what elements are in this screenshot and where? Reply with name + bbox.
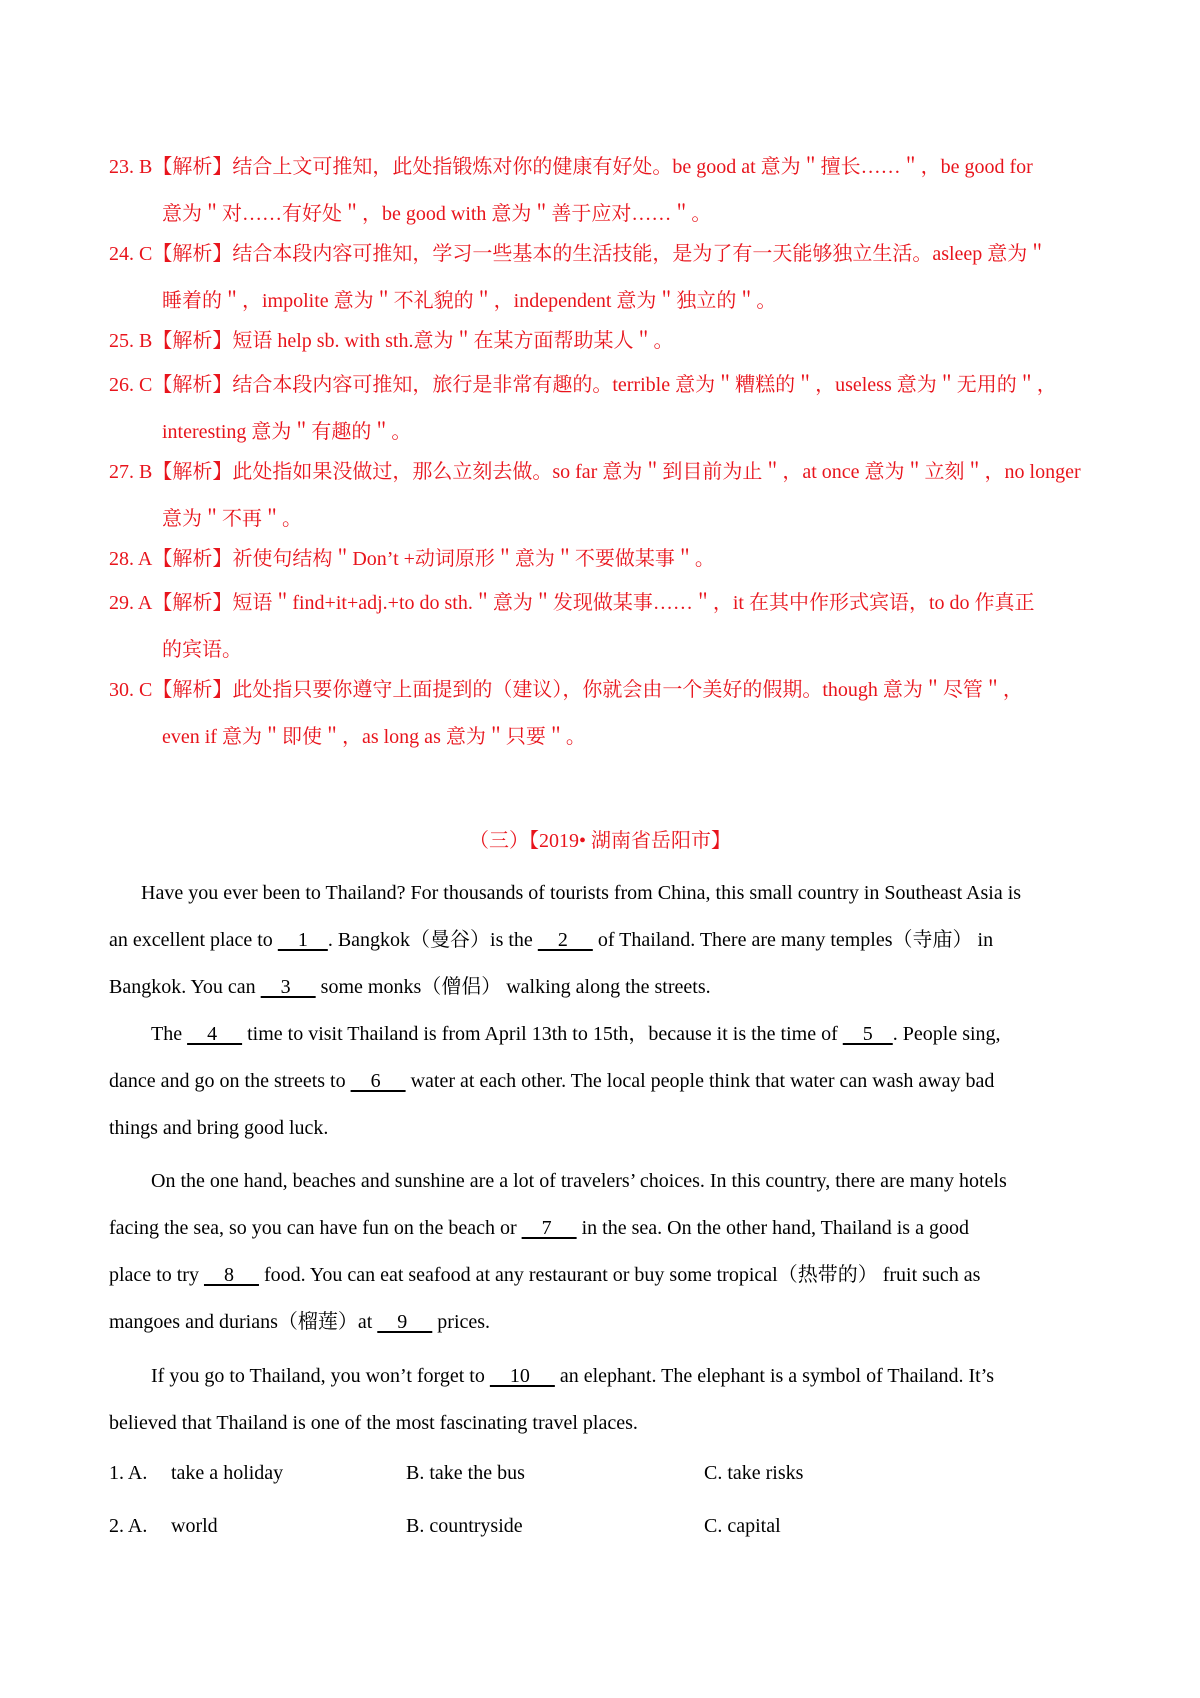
question-number: 1. A.: [109, 1462, 148, 1484]
passage-paragraph-1: [109, 870, 1109, 1011]
option-b: B. take the bus: [406, 1462, 525, 1484]
blank-2: 2: [537, 929, 593, 951]
answer-29: [109, 580, 1099, 674]
passage-line: [109, 917, 1109, 964]
option-a: world: [171, 1515, 218, 1537]
answer-line: 29. A【解析】短语＂find+it+adj.+to do sth.＂意为＂发现做某事……＂，it 在其中作形式宾语，to do 作真正: [109, 592, 1035, 614]
answer-30: [109, 667, 1099, 761]
blank-7: 7: [521, 1217, 577, 1239]
blank-8: 8: [203, 1264, 259, 1286]
text: prices.: [432, 1311, 491, 1333]
passage-line: Have you ever been to Thailand? For thousands of tourists from China, this small country in Southeast Asia is: [141, 882, 1022, 904]
option-c: C. capital: [704, 1515, 781, 1537]
answer-line: 30. C【解析】此处指只要你遵守上面提到的（建议），你就会由一个美好的假期。though 意为＂尽管＂，: [109, 679, 1023, 701]
answer-23: [109, 144, 1099, 238]
blank-5: 5: [842, 1023, 893, 1045]
answer-26: [109, 362, 1099, 456]
text: facing the sea, so you can have fun on the beach or: [109, 1217, 522, 1239]
text: The: [151, 1023, 188, 1045]
text: water at each other. The local people think that water can wash away bad: [405, 1070, 995, 1092]
answer-line: 27. B【解析】此处指如果没做过，那么立刻去做。so far 意为＂到目前为止＂，at once 意为＂立刻＂，no longer: [109, 461, 1081, 483]
passage-paragraph-2: [109, 1011, 1109, 1152]
answer-27: [109, 449, 1099, 543]
text: in the sea. On the other hand, Thailand is a good: [576, 1217, 969, 1239]
answer-line: 25. B【解析】短语 help sb. with sth.意为＂在某方面帮助某人＂。: [109, 330, 674, 352]
passage-paragraph-3: [109, 1158, 1109, 1346]
passage-line: On the one hand, beaches and sunshine are a lot of travelers’ choices. In this country, there are many hotels: [151, 1170, 1007, 1192]
text: food. You can eat seafood at any restaurant or buy some tropical（热带的） fruit such as: [258, 1264, 981, 1286]
text: some monks（僧侣） walking along the streets.: [315, 976, 711, 998]
section-title: （三）【2019• 湖南省岳阳市】: [468, 830, 731, 852]
passage-paragraph-4: [109, 1353, 1109, 1447]
text: an elephant. The elephant is a symbol of Thailand. It’s: [554, 1365, 995, 1387]
answer-line-cont: 意为＂不再＂。: [162, 508, 302, 530]
passage-line: things and bring good luck.: [109, 1117, 329, 1139]
answer-line-cont: 睡着的＂，impolite 意为＂不礼貌的＂，independent 意为＂独立的＂。: [162, 290, 777, 312]
text: mangoes and durians（榴莲）at: [109, 1311, 378, 1333]
blank-4: 4: [187, 1023, 243, 1045]
passage-line: [109, 1299, 1109, 1346]
answer-line: 28. A【解析】祈使句结构＂Don’t +动词原形＂意为＂不要做某事＂。: [109, 548, 715, 570]
blank-10: 10: [489, 1365, 555, 1387]
blank-6: 6: [350, 1070, 406, 1092]
passage-line: [109, 1252, 1109, 1299]
passage-line: [109, 1058, 1109, 1105]
question-2-options: [109, 1515, 1009, 1545]
answer-line-cont: even if 意为＂即使＂，as long as 意为＂只要＂。: [162, 726, 586, 748]
answer-line-cont: interesting 意为＂有趣的＂。: [162, 421, 412, 443]
answer-line: 26. C【解析】结合本段内容可推知，旅行是非常有趣的。terrible 意为＂糟糕的＂，useless 意为＂无用的＂，: [109, 374, 1057, 396]
answer-24: [109, 231, 1099, 325]
question-1-options: [109, 1462, 1009, 1492]
blank-9: 9: [377, 1311, 433, 1333]
text: . People sing,: [892, 1023, 1001, 1045]
passage-line: [109, 964, 1109, 1011]
option-c: C. take risks: [704, 1462, 804, 1484]
text: Bangkok. You can: [109, 976, 261, 998]
text: place to try: [109, 1264, 204, 1286]
blank-1: 1: [277, 929, 328, 951]
answer-line-cont: 意为＂对……有好处＂，be good with 意为＂善于应对……＂。: [162, 203, 712, 225]
option-b: B. countryside: [406, 1515, 523, 1537]
text: If you go to Thailand, you won’t forget to: [151, 1365, 490, 1387]
blank-3: 3: [260, 976, 316, 998]
passage-line: [109, 1205, 1109, 1252]
passage-line: [109, 1353, 1109, 1400]
text: . Bangkok（曼谷）is the: [327, 929, 538, 951]
answer-line: 23. B【解析】结合上文可推知，此处指锻炼对你的健康有好处。be good at 意为＂擅长……＂，be good for: [109, 156, 1033, 178]
passage-line: believed that Thailand is one of the most fascinating travel places.: [109, 1412, 638, 1434]
question-number: 2. A.: [109, 1515, 148, 1537]
answer-25: [109, 318, 1099, 365]
text: of Thailand. There are many temples（寺庙） in: [592, 929, 994, 951]
answer-line-cont: 的宾语。: [162, 639, 242, 661]
answer-line: 24. C【解析】结合本段内容可推知，学习一些基本的生活技能，是为了有一天能够独立生活。asleep 意为＂: [109, 243, 1048, 265]
text: an excellent place to: [109, 929, 278, 951]
text: dance and go on the streets to: [109, 1070, 351, 1092]
answer-28: [109, 536, 1099, 583]
option-a: take a holiday: [171, 1462, 284, 1484]
text: time to visit Thailand is from April 13th to 15th，because it is the time of: [242, 1023, 843, 1045]
passage-line: [109, 1011, 1109, 1058]
